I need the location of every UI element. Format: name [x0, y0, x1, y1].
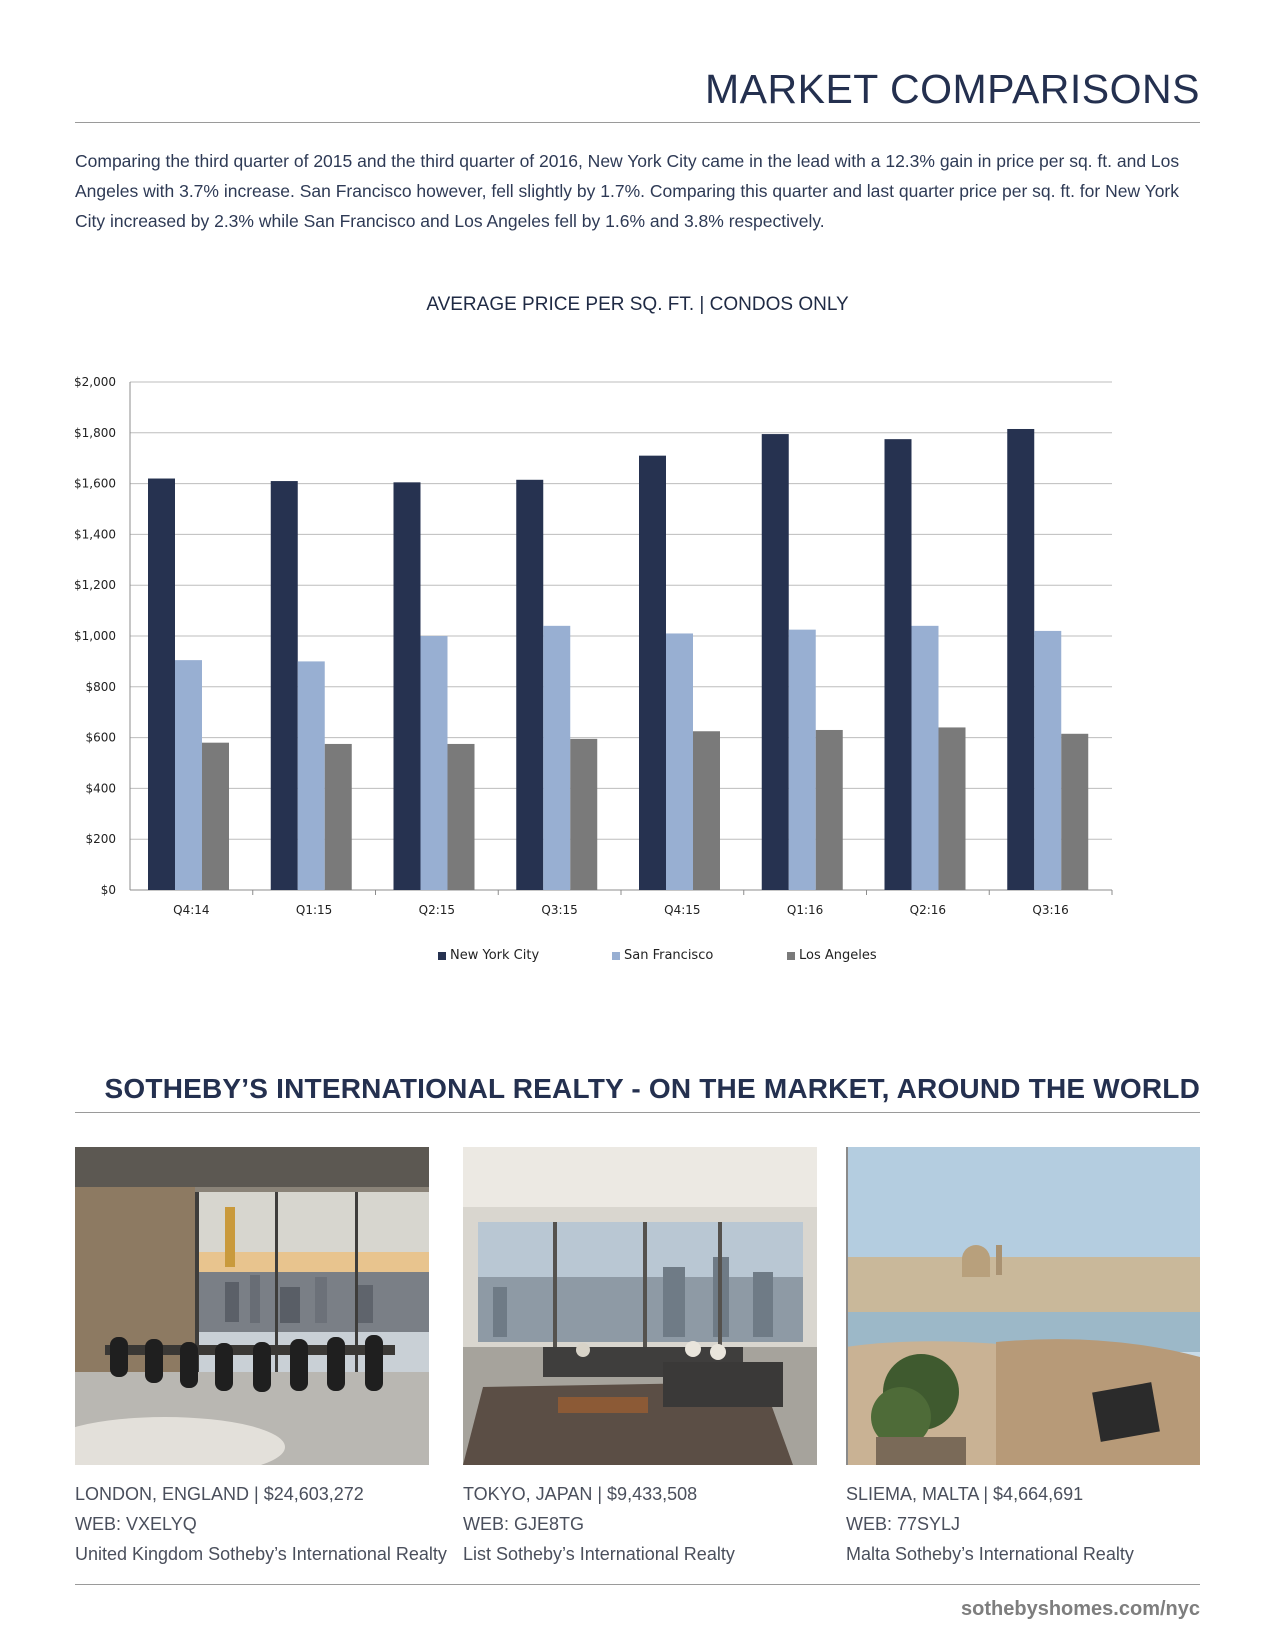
- malta-balcony-view-photo[interactable]: [846, 1147, 1200, 1465]
- bar: [148, 479, 175, 890]
- x-tick-label: Q1:15: [295, 903, 333, 917]
- bar: [639, 456, 666, 890]
- listing-brokerage: List Sotheby’s International Realty: [463, 1544, 735, 1564]
- bar: [1034, 631, 1061, 890]
- y-tick-label: $600: [85, 730, 116, 745]
- legend-label: Los Angeles: [799, 948, 877, 963]
- y-tick-label: $1,200: [74, 578, 116, 593]
- legend-label: San Francisco: [624, 948, 714, 963]
- bar: [693, 731, 720, 890]
- y-tick-label: $2,000: [74, 375, 116, 389]
- bar: [175, 660, 202, 890]
- y-tick-label: $1,000: [74, 629, 116, 643]
- legend-item-san-francisco: [612, 948, 713, 963]
- x-tick-label: Q3:16: [1032, 903, 1069, 917]
- listing-location-price: TOKYO, JAPAN | $9,433,508: [463, 1484, 698, 1504]
- listing-web-code: WEB: GJE8TG: [463, 1514, 585, 1534]
- bar: [939, 727, 966, 890]
- y-tick-label: $800: [85, 679, 116, 694]
- y-tick-label: $1,800: [74, 425, 116, 440]
- x-tick-label: Q4:15: [664, 903, 701, 917]
- y-tick-label: $0: [100, 883, 116, 897]
- bar: [516, 480, 543, 890]
- bar: [1007, 429, 1034, 890]
- x-tick-label: Q1:16: [786, 903, 824, 917]
- listing-card-malta[interactable]: [846, 1147, 1200, 1569]
- listing-location-price: LONDON, ENGLAND | $24,603,272: [75, 1484, 364, 1504]
- section-divider: [75, 1112, 1200, 1113]
- y-tick-label: $1,400: [74, 527, 116, 542]
- title-divider: [75, 122, 1200, 123]
- bar: [885, 439, 912, 890]
- bar: [394, 482, 421, 890]
- bar: [789, 630, 816, 890]
- intro-paragraph: Comparing the third quarter of 2015 and the third quarter of 2016, New York City came in the lead with a 12.3% gain in price per sq. ft. and Los Angeles with 3.7% increase. San Francisco however, fell slightly by 1.7%. Comparing this quarter and last quarter price per sq. ft. for New York City increased by 2.3% while San Francisco and Los Angeles fell by 1.6% and 3.8% respectively.: [75, 151, 1180, 231]
- listing-web-code: WEB: VXELYQ: [75, 1514, 197, 1534]
- footer-url[interactable]: sothebyshomes.com/nyc: [961, 1598, 1200, 1620]
- legend-swatch: [438, 952, 446, 960]
- bar: [421, 636, 448, 890]
- y-tick-label: $200: [85, 832, 116, 847]
- bar: [271, 481, 298, 890]
- bar: [448, 744, 475, 890]
- legend-item-los-angeles: [787, 948, 877, 963]
- london-dining-room-photo[interactable]: [75, 1147, 429, 1465]
- bar: [202, 743, 229, 890]
- bar: [543, 626, 570, 890]
- bar: [1061, 734, 1088, 890]
- listing-location-price: SLIEMA, MALTA | $4,664,691: [846, 1484, 1084, 1504]
- bar: [570, 739, 597, 890]
- legend-item-new-york-city: [438, 948, 539, 963]
- bar: [325, 744, 352, 890]
- chart-title: AVERAGE PRICE PER SQ. FT. | CONDOS ONLY: [426, 294, 849, 315]
- bar: [816, 730, 843, 890]
- legend-label: New York City: [450, 948, 540, 963]
- x-tick-label: Q3:15: [541, 903, 578, 917]
- bar: [912, 626, 939, 890]
- tokyo-living-room-photo[interactable]: [463, 1147, 817, 1465]
- section-title: SOTHEBY’S INTERNATIONAL REALTY - ON THE MARKET, AROUND THE WORLD: [104, 1073, 1200, 1104]
- x-tick-label: Q2:16: [909, 903, 947, 917]
- listing-web-code: WEB: 77SYLJ: [846, 1514, 961, 1534]
- listing-brokerage: Malta Sotheby’s International Realty: [846, 1544, 1134, 1564]
- listing-card-london[interactable]: [75, 1147, 447, 1569]
- bar: [762, 434, 789, 890]
- x-tick-label: Q4:14: [173, 903, 210, 917]
- listing-card-tokyo[interactable]: [463, 1147, 817, 1569]
- price-per-sqft-chart: [60, 360, 1180, 920]
- legend-swatch: [612, 952, 620, 960]
- x-tick-label: Q2:15: [418, 903, 456, 917]
- y-tick-label: $400: [85, 781, 116, 796]
- page-title: MARKET COMPARISONS: [705, 66, 1200, 112]
- bar: [666, 633, 693, 890]
- bar: [298, 661, 325, 890]
- listing-brokerage: United Kingdom Sotheby’s International Realty: [75, 1544, 447, 1564]
- footer-divider: [75, 1584, 1200, 1585]
- y-tick-label: $1,600: [74, 476, 116, 491]
- legend-swatch: [787, 952, 795, 960]
